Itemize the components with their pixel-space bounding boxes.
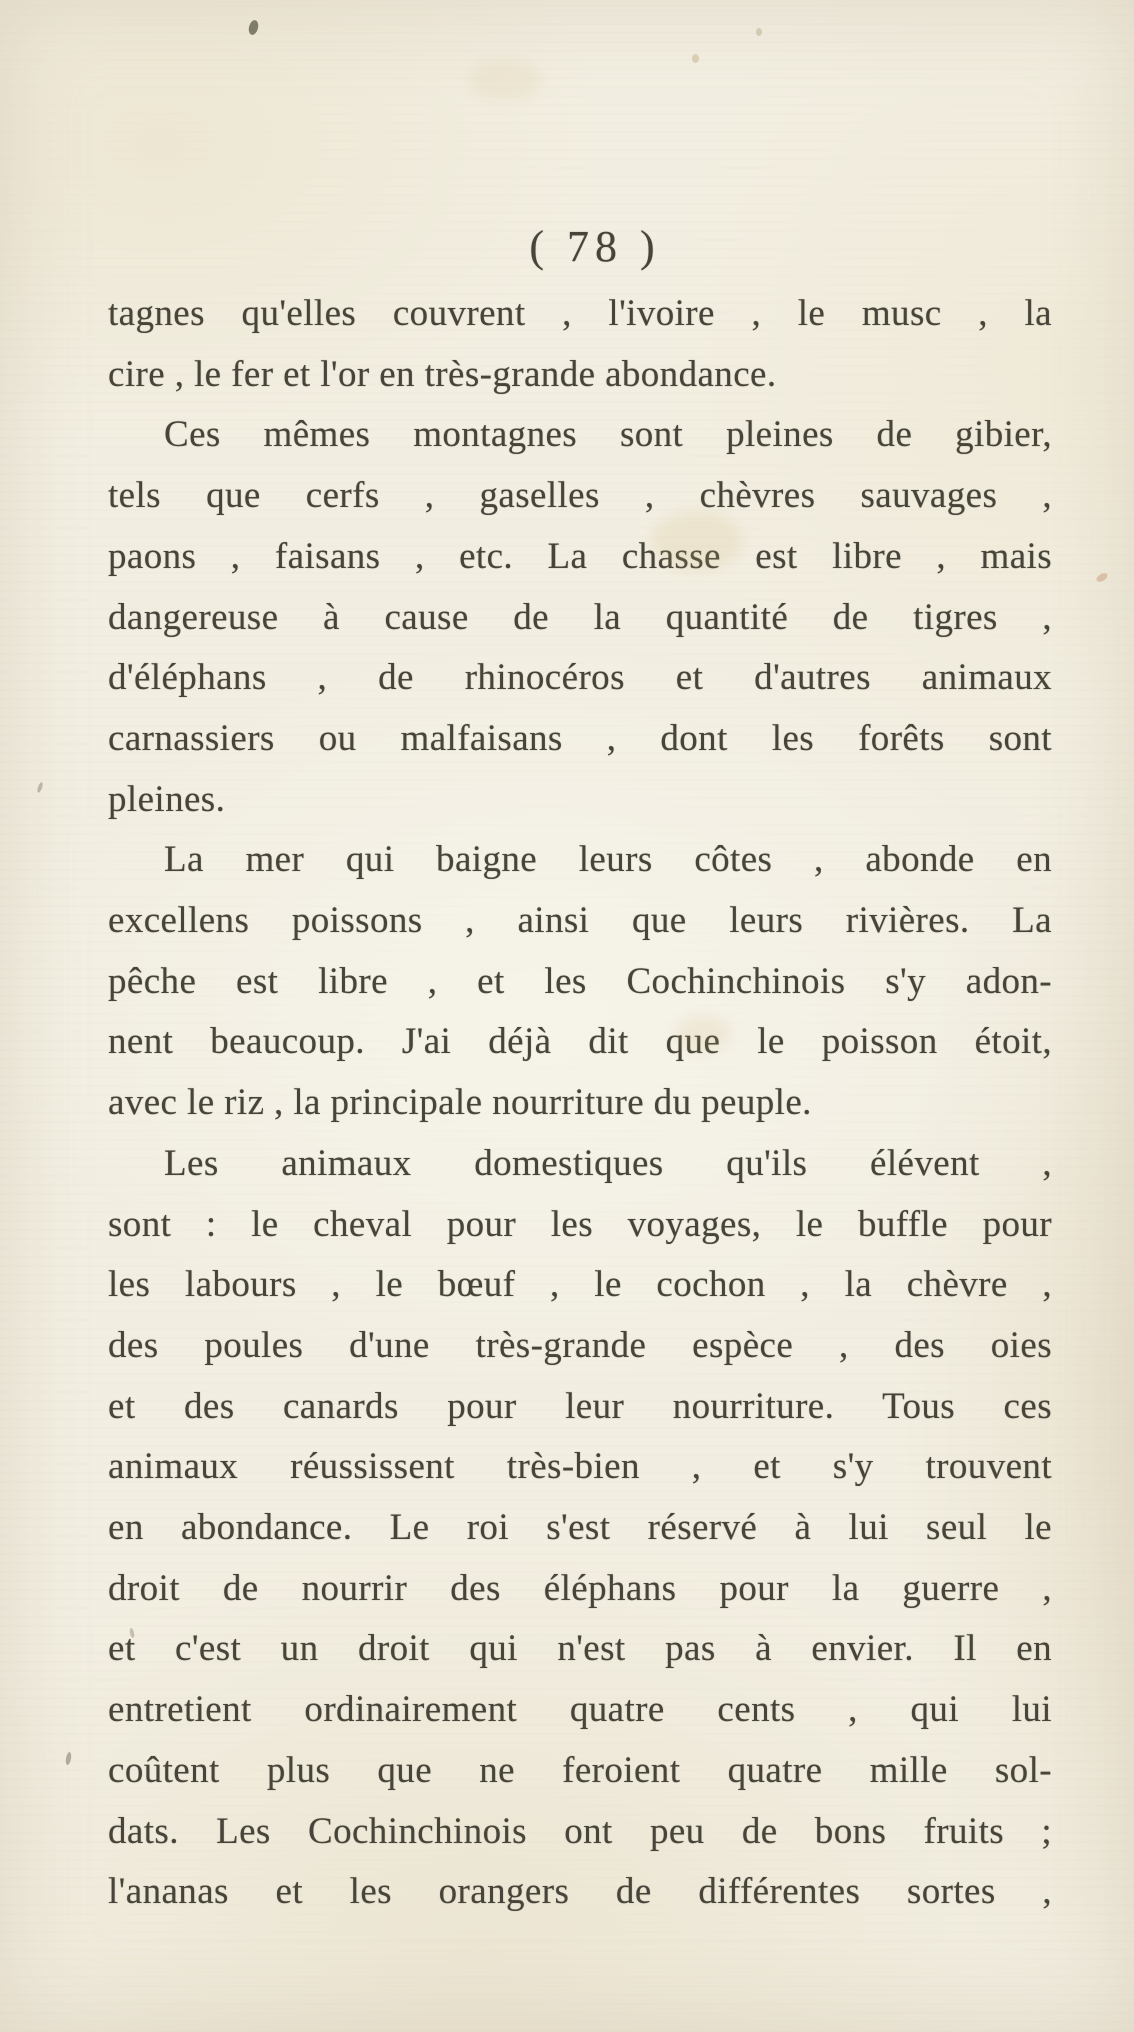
text-line: des poules d'une très-grande espèce , des oies <box>108 1324 1052 1366</box>
text-line: entretient ordinairement quatre cents , qui lui <box>108 1689 1052 1731</box>
text-line: cire , le fer et l'or en très-grande abondance. <box>108 353 777 395</box>
paper-speck <box>247 19 259 36</box>
text-line: coûtent plus que ne feroient quatre mille sol- <box>108 1749 1052 1791</box>
text-line: tagnes qu'elles couvrent , l'ivoire , le musc , la <box>108 293 1052 334</box>
text-line: droit de nourrir des éléphans pour la guerre , <box>108 1567 1052 1609</box>
text-line: excellens poissons , ainsi que leurs rivières. La <box>108 900 1052 942</box>
text-line: les labours , le bœuf , le cochon , la chèvre , <box>108 1264 1052 1306</box>
text-line: La mer qui baigne leurs côtes , abonde en <box>164 839 1052 881</box>
text-line: dats. Les Cochinchinois ont peu de bons fruits ; <box>108 1810 1052 1852</box>
paper-speck <box>756 28 762 36</box>
text-line: tels que cerfs , gaselles , chèvres sauvages , <box>108 475 1052 517</box>
text-line: animaux réussissent très-bien , et s'y trouvent <box>108 1446 1052 1488</box>
text-line: et c'est un droit qui n'est pas à envier. Il en <box>108 1628 1052 1670</box>
text-line: dangereuse à cause de la quantité de tigres , <box>108 596 1052 638</box>
text-line: sont : le cheval pour les voyages, le buffle pour <box>108 1203 1052 1245</box>
page-number: ( 78 ) <box>529 222 661 271</box>
paper-speck <box>65 1752 72 1766</box>
text-line: pleines. <box>108 778 226 820</box>
text-line: paons , faisans , etc. La chasse est libre , mais <box>108 535 1052 577</box>
text-line: avec le riz , la principale nourriture du peuple. <box>108 1082 812 1124</box>
text-line: pêche est libre , et les Cochinchinois s'y adon- <box>108 960 1052 1002</box>
text-line: carnassiers ou malfaisans , dont les forêts sont <box>108 717 1052 759</box>
text-line: l'ananas et les orangers de différentes sortes , <box>108 1871 1052 1913</box>
paper-speck <box>1095 571 1109 583</box>
text-line: d'éléphans , de rhinocéros et d'autres animaux <box>108 657 1052 699</box>
text-line: Les animaux domestiques qu'ils élévent , <box>164 1142 1052 1184</box>
text-line: et des canards pour leur nourriture. Tous ces <box>108 1385 1052 1427</box>
paper-stain <box>470 60 540 100</box>
text-line: nent beaucoup. J'ai déjà dit que le poisson étoit, <box>108 1021 1052 1063</box>
text-line: en abondance. Le roi s'est réservé à lui seul le <box>108 1507 1052 1549</box>
paper-speck <box>36 782 44 794</box>
text-block <box>108 284 1052 1923</box>
text-line: Ces mêmes montagnes sont pleines de gibier, <box>164 414 1052 456</box>
paper-speck <box>692 54 699 63</box>
